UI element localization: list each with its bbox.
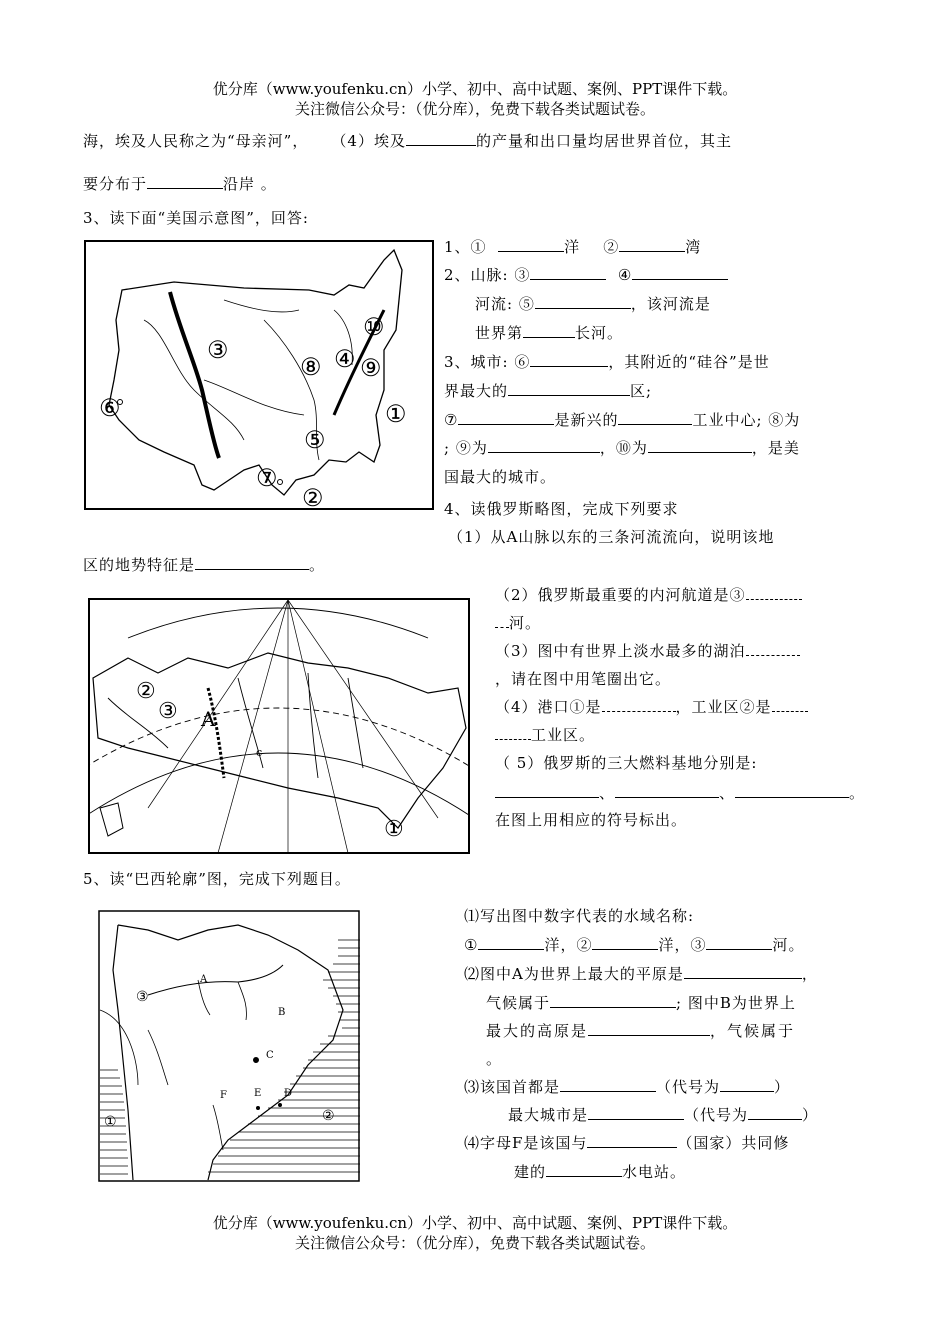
blank[interactable] (632, 265, 728, 280)
russia-label-2: ② (136, 679, 156, 704)
usa-map (84, 240, 434, 510)
intro-line-1: 海，埃及人民称之为“母亲河”， （4）埃及 的产量和出口量均居世界首位，其主 (83, 132, 732, 150)
usa-label-9: ⑨ (360, 354, 382, 382)
blank[interactable] (195, 555, 309, 570)
usa-label-3: ③ (207, 336, 229, 364)
blank[interactable] (684, 964, 802, 979)
q5-title: 5、读“巴西轮廓”图，完成下列题目。 (83, 870, 351, 888)
blank[interactable] (550, 993, 676, 1008)
brazil-map (98, 910, 360, 1182)
usa-label-1: ① (385, 400, 407, 428)
russia-label-A: A (201, 707, 216, 731)
q4-part-2-cont: 河。 (495, 612, 541, 633)
q5-sub-2: ⑵图中A为世界上最大的平原是 ， (464, 965, 818, 983)
q3-answer-2: 2、山脉: ③ ④ (444, 264, 728, 285)
q5-sub-4: ⑷字母F是该国与 （国家）共同修 (464, 1134, 790, 1152)
q3-title: 3、读下面“美国示意图”，回答: (83, 209, 309, 227)
q5-sub-1: ⑴写出图中数字代表的水域名称: (464, 907, 695, 925)
q4-title: 4、读俄罗斯略图，完成下列要求 (444, 500, 679, 518)
blank[interactable] (546, 1162, 622, 1177)
russia-label-1: ① (384, 817, 404, 842)
q4-part-5: （ 5）俄罗斯的三大燃料基地分别是: (495, 754, 758, 772)
footer-line-2: 关注微信公众号：（优分库），免费下载各类试题试卷。 (294, 1234, 655, 1252)
blank[interactable] (495, 783, 599, 798)
blank[interactable] (458, 410, 554, 425)
blank[interactable] (478, 935, 544, 950)
brazil-label-C: C (266, 1050, 274, 1061)
brazil-label-2: ② (322, 1108, 335, 1124)
blank[interactable] (495, 613, 509, 628)
blank[interactable] (648, 438, 752, 453)
blank[interactable] (706, 935, 772, 950)
footer-line-1: 优分库（www.youfenku.cn）小学、初中、高中试题、案例、PPT课件下载。 (212, 1214, 738, 1232)
russia-label-c: c (256, 746, 263, 759)
blank[interactable] (535, 294, 631, 309)
q3-answer-7: ⑦ 是新兴的 工业中心; ⑧为 (444, 411, 801, 429)
blank[interactable] (772, 697, 808, 712)
q4-part-3-cont: ，请在图中用笔圈出它。 (495, 670, 672, 688)
q5-sub-3: ⑶该国首都是 （代号为 ） (464, 1078, 791, 1096)
brazil-label-1: ① (104, 1114, 117, 1130)
blank[interactable] (495, 725, 531, 740)
brazil-label-F: F (220, 1090, 227, 1101)
blank[interactable] (530, 265, 606, 280)
blank[interactable] (588, 1021, 710, 1036)
usa-label-5: ⑤ (304, 426, 326, 454)
blank[interactable] (147, 174, 223, 189)
q3-answer-5: 3、城市: ⑥ ，其附近的“硅谷”是世 (444, 353, 770, 371)
q3-answer-1: 1、① 洋 ② 湾 (444, 238, 702, 256)
blank[interactable] (530, 352, 608, 367)
intro-line-2: 要分布于 沿岸 。 (83, 175, 277, 193)
q4-part-5-blanks: 、 、 。 (495, 782, 865, 803)
header-line-2: 关注微信公众号：（优分库），免费下载各类试题试卷。 (294, 100, 655, 118)
blank[interactable] (746, 641, 800, 656)
q4-part-1: （1）从A山脉以东的三条河流流向，说明该地 (448, 528, 775, 546)
q4-part-6: 在图上用相应的符号标出。 (495, 811, 688, 829)
brazil-label-B: B (278, 1007, 286, 1018)
q3-answer-8: ; ⑨为 ，⑩为 ，是美 (444, 439, 800, 457)
blank[interactable] (488, 438, 600, 453)
blank[interactable] (508, 381, 630, 396)
usa-label-6: ⑥ (99, 394, 121, 422)
russia-map (88, 598, 470, 854)
q3-answer-3: 河流: ⑤ ，该河流是 (475, 295, 711, 313)
q4-part-3: （3）图中有世界上淡水最多的湖泊 (495, 640, 800, 661)
blank[interactable] (748, 1105, 802, 1120)
blank[interactable] (560, 1077, 656, 1092)
q5-sub-2-line-4: 。 (486, 1050, 503, 1068)
q3-answer-4: 世界第 长河。 (475, 324, 624, 342)
q4-part-4-cont: 工业区。 (495, 724, 595, 745)
blank[interactable] (746, 585, 802, 600)
q5-sub-3-line-2: 最大城市是 （代号为 ） (508, 1106, 819, 1124)
blank[interactable] (602, 697, 676, 712)
blank[interactable] (615, 783, 719, 798)
blank[interactable] (498, 237, 564, 252)
brazil-label-D: D (284, 1088, 293, 1099)
blank[interactable] (618, 410, 692, 425)
usa-label-2: ② (302, 484, 324, 510)
q5-sub-1-answers: ① 洋，② 洋，③ 河。 (464, 936, 805, 954)
blank[interactable] (720, 1077, 774, 1092)
blank[interactable] (406, 131, 476, 146)
q4-part-1-cont: 区的地势特征是 。 (83, 556, 326, 574)
q3-answer-6: 界最大的 区; (444, 382, 653, 400)
blank[interactable] (588, 1105, 684, 1120)
q4-part-4: （4）港口①是 ，工业区②是 (495, 696, 808, 717)
q5-sub-2-line-2: 气候属于 ; 图中B为世界上 (486, 994, 796, 1012)
q4-part-2: （2）俄罗斯最重要的内河航道是③ (495, 584, 802, 605)
usa-label-4: ④ (334, 345, 356, 373)
blank[interactable] (619, 237, 685, 252)
q3-answer-9: 国最大的城市。 (444, 468, 557, 486)
usa-label-8: ⑧ (300, 353, 322, 381)
blank[interactable] (587, 1133, 677, 1148)
usa-label-10: ⑩ (363, 313, 385, 341)
brazil-label-E: E (254, 1088, 262, 1099)
russia-label-3: ③ (158, 699, 178, 724)
q5-sub-2-line-3: 最大的高原是 ，气候属于 (486, 1022, 796, 1040)
q5-sub-4-line-2: 建的 水电站。 (514, 1163, 687, 1181)
usa-label-7: ⑦ (256, 464, 278, 492)
brazil-label-3: ③ (136, 989, 149, 1005)
brazil-label-A: A (200, 974, 208, 985)
blank[interactable] (592, 935, 658, 950)
header-line-1: 优分库（www.youfenku.cn）小学、初中、高中试题、案例、PPT课件下载。 (212, 80, 738, 98)
blank[interactable] (523, 323, 575, 338)
blank[interactable] (735, 783, 849, 798)
